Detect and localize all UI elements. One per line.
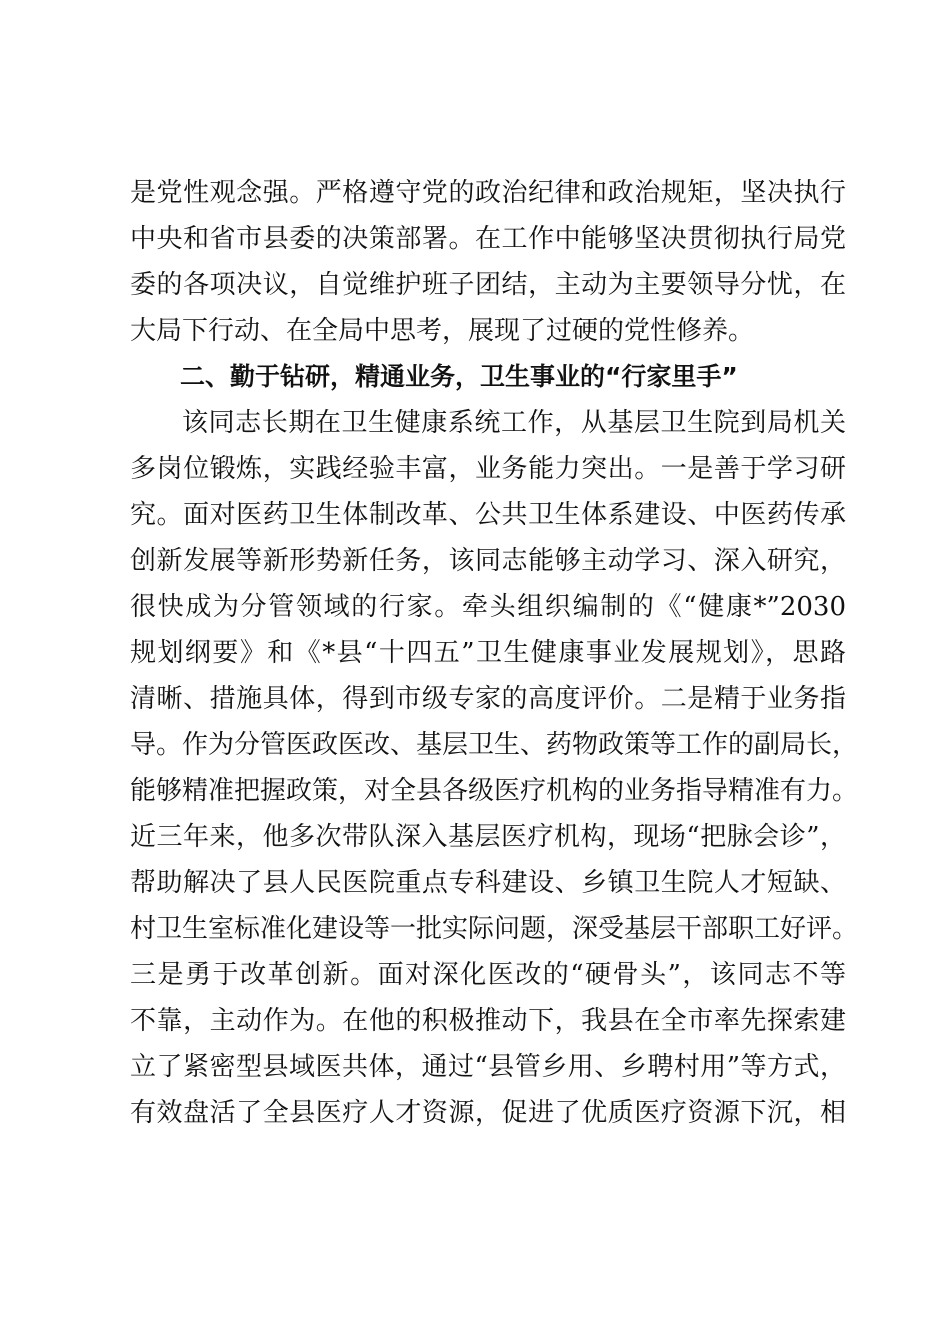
text-line: 三是勇于改革创新。面对深化医改的“硬骨头”，该同志不等 [130,960,846,990]
text-line: 村卫生室标准化建设等一批实际问题，深受基层干部职工好评。 [130,914,859,944]
text-line: 近三年来，他多次带队深入基层医疗机构，现场“把脉会诊”， [130,822,846,852]
text-line: 该同志长期在卫生健康系统工作，从基层卫生院到局机关 [182,408,846,438]
paragraph-expertise [130,400,859,1136]
text-line: 大局下行动、在全局中思考，展现了过硬的党性修养。 [130,316,755,346]
text-line: 能够精准把握政策，对全县各级医疗机构的业务指导精准有力。 [130,776,859,806]
body-text [130,170,859,1136]
section-heading: 二、勤于钻研，精通业务，卫生事业的“行家里手” [180,362,738,391]
text-line: 不靠，主动作为。在他的积极推动下，我县在全市率先探索建 [130,1006,846,1036]
text-line: 委的各项决议，自觉维护班子团结，主动为主要领导分忧，在 [130,270,846,300]
text-line: 很快成为分管领域的行家。牵头组织编制的《“健康*”2030 [130,592,846,622]
text-line: 帮助解决了县人民医院重点专科建设、乡镇卫生院人才短缺、 [130,868,846,898]
text-line: 立了紧密型县域医共体，通过“县管乡用、乡聘村用”等方式， [130,1052,846,1082]
text-line: 清晰、措施具体，得到市级专家的高度评价。二是精于业务指 [130,684,846,714]
text-line: 导。作为分管医政医改、基层卫生、药物政策等工作的副局长， [130,730,859,760]
paragraph-party-spirit [130,170,846,354]
text-line: 中央和省市县委的决策部署。在工作中能够坚决贯彻执行局党 [130,224,846,254]
text-line: 创新发展等新形势新任务，该同志能够主动学习、深入研究， [130,546,846,576]
text-line: 规划纲要》和《*县“十四五”卫生健康事业发展规划》，思路 [130,638,846,668]
text-line: 多岗位锻炼，实践经验丰富，业务能力突出。一是善于学习研 [130,454,846,484]
text-line: 是党性观念强。严格遵守党的政治纪律和政治规矩，坚决执行 [130,178,846,208]
text-line: 有效盘活了全县医疗人才资源，促进了优质医疗资源下沉，相 [130,1098,846,1128]
text-line: 究。面对医药卫生体制改革、公共卫生体系建设、中医药传承 [130,500,846,530]
